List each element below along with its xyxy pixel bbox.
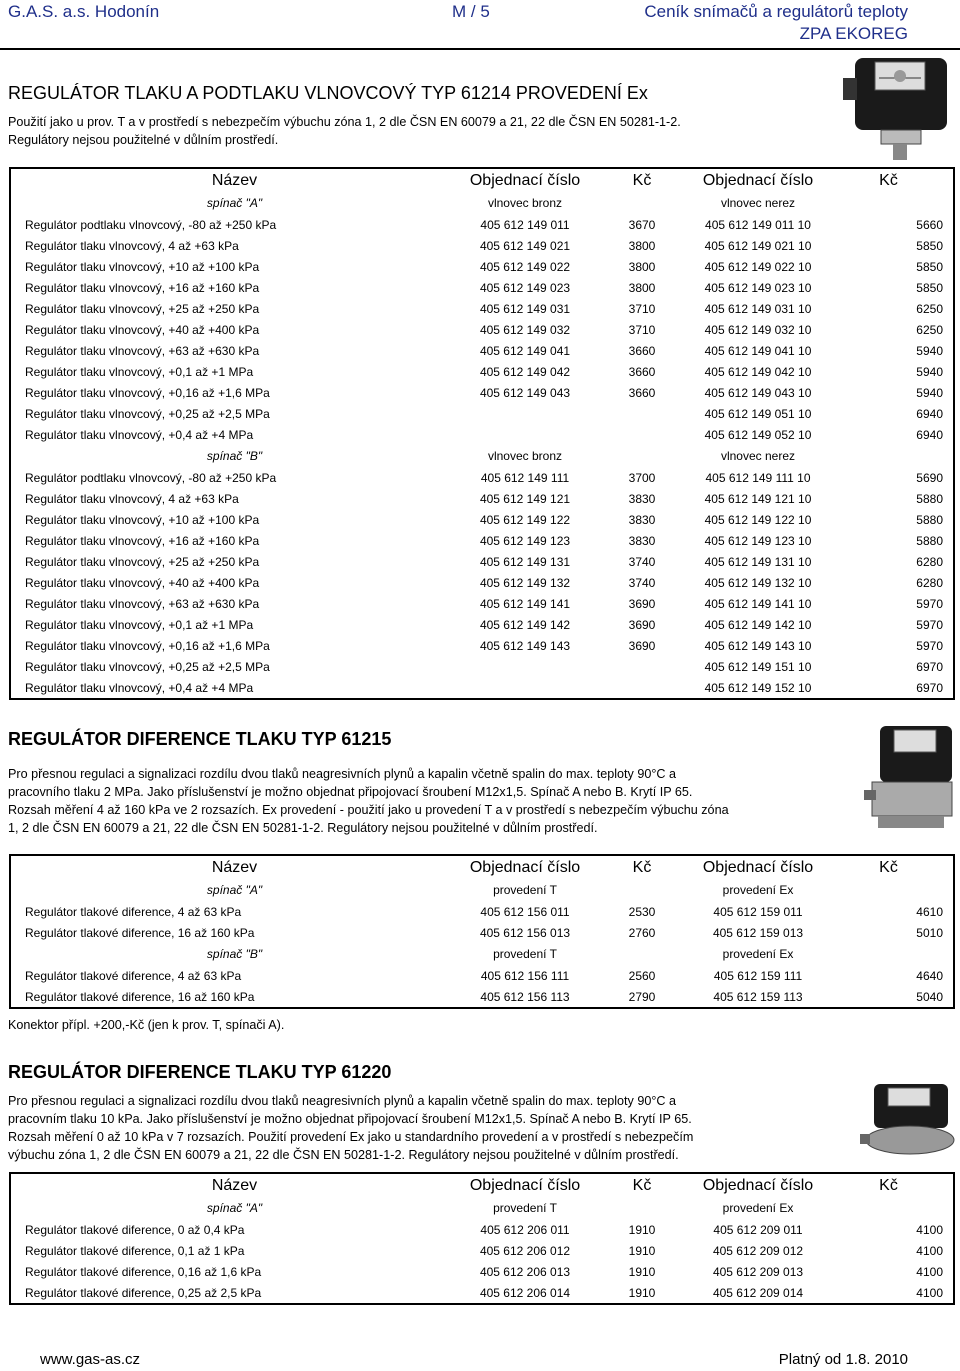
product-name: Regulátor tlaku vlnovcový, +16 až +160 kPa [25,280,260,295]
price [592,403,692,424]
price: 1910 [628,1264,656,1279]
order-number-2: 405 612 149 141 10 [704,596,812,611]
order-number: 405 612 206 011 [480,1222,570,1237]
product-name: Regulátor tlaku vlnovcový, +16 až +160 kPa [25,533,260,548]
variant-label: provedení T [493,883,557,897]
table-header-row [10,1173,954,1197]
table-row [10,361,954,382]
price-2: 5940 [916,343,943,358]
price: 3830 [628,512,656,527]
order-number [458,424,592,445]
product-name: Regulátor tlakové diference, 0,16 až 1,6 kPa [25,1264,262,1279]
section2-text-3: Rozsah měření 4 až 160 kPa ve 2 rozsazích. Ex provedení - použití jako u provedení T a v prostředí s nebezpečím výbuchu zóna [8,803,729,817]
price-2: 5850 [916,259,943,274]
price-2: 6940 [916,406,943,421]
table-row [10,298,954,319]
price-2: 5010 [916,925,943,940]
price: 2790 [628,989,656,1004]
order-number-2: 405 612 149 131 10 [704,554,812,569]
order-number-2: 405 612 149 143 10 [704,638,812,653]
price-2: 6280 [916,554,943,569]
price [592,656,692,677]
price-2: 5880 [916,491,943,506]
order-number [458,656,592,677]
col-header-order-number-2: Objednací číslo [702,858,814,876]
product-name: Regulátor tlaku vlnovcový, +40 až +400 kPa [25,575,260,590]
price: 3710 [628,301,656,316]
price: 1910 [628,1285,656,1300]
product-name: Regulátor podtlaku vlnovcový, -80 až +250 kPa [25,217,277,232]
order-number-2: 405 612 149 051 10 [704,406,812,421]
switch-label: spínač "B" [206,947,263,961]
price-2: 5880 [916,512,943,527]
switch-label: spínač "A" [206,1201,263,1215]
empty-cell [824,1197,954,1219]
product-name: Regulátor tlaku vlnovcový, +0,1 až +1 MPa [25,364,254,379]
order-number: 405 612 149 021 [479,238,571,253]
col-header-order-number: Objednací číslo [469,171,581,189]
section3-text-2: pracovním tlaku 10 kPa. Jako příslušenství je možno objednat připojovací šroubení M12x1,5. Spínač A nebo B. Krytí IP 65. [8,1112,692,1126]
variant-label-2: provedení Ex [722,883,794,897]
table-row [10,488,954,509]
price-2: 5880 [916,533,943,548]
footer-website[interactable]: www.gas-as.cz [40,1351,141,1368]
order-number: 405 612 149 043 [479,385,571,400]
header-rule [0,48,960,50]
order-number [458,677,592,699]
order-number: 405 612 206 013 [479,1264,571,1279]
product-name: Regulátor tlakové diference, 4 až 63 kPa [25,904,242,919]
price: 3830 [628,491,656,506]
col-header-price-2: Kč [879,1176,898,1194]
variant-label: vlnovec bronz [487,196,563,210]
section3-text-3: Rozsah měření 0 až 10 kPa v 7 rozsazích. Použití provedení Ex jako u standardního provedení a v prostředí s nebezpečím [8,1130,694,1144]
price: 3800 [628,259,656,274]
section3-text-4: výbuchu zóna 1, 2 dle ČSN EN 60079 a 21, 22 dle ČSN EN 50281-1-2. Regulátory nejsou použitelné v důlním prostředí. [8,1148,679,1162]
table-row [10,277,954,298]
price: 3690 [628,617,656,632]
table-row [10,214,954,235]
product-name: Regulátor tlaku vlnovcový, +0,16 až +1,6 MPa [25,385,270,400]
order-number-2: 405 612 149 122 10 [704,512,812,527]
section2-text-1: Pro přesnou regulaci a signalizaci rozdílu dvou tlaků neagresivních plynů a kapalin včetně spalin do max. teploty 90°C a [8,767,676,781]
product-name: Regulátor tlaku vlnovcový, 4 až +63 kPa [25,491,239,506]
switch-group-row [10,1197,954,1219]
price: 3800 [628,238,656,253]
order-number-2: 405 612 159 011 [713,904,803,919]
price-2: 4100 [916,1285,943,1300]
variant-label-2: vlnovec nerez [720,449,796,463]
price-2: 5940 [916,385,943,400]
order-number-2: 405 612 149 042 10 [704,364,812,379]
table-row [10,340,954,361]
product-name: Regulátor tlakové diference, 4 až 63 kPa [25,968,242,983]
switch-label: spínač "B" [206,449,263,463]
product-name: Regulátor tlaku vlnovcový, +0,1 až +1 MPa [25,617,254,632]
order-number-2: 405 612 149 021 10 [704,238,812,253]
variant-label: provedení T [493,947,557,961]
price-table-61215 [9,854,955,1009]
price: 3690 [628,596,656,611]
price-2: 5970 [916,596,943,611]
order-number: 405 612 149 041 [479,343,571,358]
price: 3660 [628,364,656,379]
table-row [10,403,954,424]
product-name: Regulátor podtlaku vlnovcový, -80 až +250 kPa [25,470,277,485]
product-name: Regulátor tlakové diference, 0 až 0,4 kPa [25,1222,245,1237]
product-name: Regulátor tlakové diference, 16 až 160 kPa [25,989,255,1004]
variant-label: provedení T [493,1201,557,1215]
order-number-2: 405 612 149 022 10 [704,259,812,274]
variant-label: vlnovec bronz [487,449,563,463]
table-row [10,382,954,403]
price: 3660 [628,385,656,400]
table-row [10,551,954,572]
product-name: Regulátor tlaku vlnovcový, +25 až +250 kPa [25,554,260,569]
order-number-2: 405 612 209 013 [712,1264,804,1279]
table-row [10,901,954,922]
table-header-row [10,855,954,879]
pressure-regulator-image [835,48,955,166]
table-row [10,235,954,256]
table-row [10,424,954,445]
order-number-2: 405 612 159 113 [713,989,803,1004]
price: 3710 [628,322,656,337]
empty-cell [824,943,954,965]
catalog-title: Ceník snímačů a regulátorů teploty [644,2,908,21]
section2-text-2: pracovního tlaku 2 MPa. Jako příslušenství je možno objednat připojovací šroubení M12x1,5. Spínač A nebo B. Krytí IP 65. [8,785,693,799]
col-header-name: Název [211,171,258,189]
table-row [10,319,954,340]
col-header-price: Kč [632,171,652,189]
price: 3690 [628,638,656,653]
table-row [10,635,954,656]
price-2: 5970 [916,638,943,653]
section1-text-2: Regulátory nejsou použitelné v důlním prostředí. [8,133,279,147]
empty-cell [592,879,692,901]
product-name: Regulátor tlakové diference, 16 až 160 kPa [25,925,255,940]
order-number [458,403,592,424]
switch-group-row [10,445,954,467]
price-2: 6970 [916,659,943,674]
table-row [10,1261,954,1282]
order-number: 405 612 149 143 [479,638,571,653]
product-name: Regulátor tlakové diference, 0,25 až 2,5 kPa [25,1285,262,1300]
order-number: 405 612 149 011 [480,217,570,232]
price [592,424,692,445]
order-number-2: 405 612 149 043 10 [704,385,812,400]
price-2: 4100 [916,1222,943,1237]
price: 3660 [628,343,656,358]
order-number-2: 405 612 149 023 10 [704,280,812,295]
table-row [10,530,954,551]
product-name: Regulátor tlaku vlnovcový, +10 až +100 kPa [25,512,260,527]
price-2: 5040 [916,989,943,1004]
price-2: 6970 [916,680,943,695]
table-row [10,593,954,614]
product-name: Regulátor tlaku vlnovcový, +63 až +630 kPa [25,343,260,358]
table-row [10,986,954,1008]
col-header-order-number: Objednací číslo [469,858,581,876]
col-header-name: Název [211,858,258,876]
section2-text-4: 1, 2 dle ČSN EN 60079 a 21, 22 dle ČSN EN 50281-1-2. Regulátory nejsou použitelné v důlním prostředí. [8,821,598,835]
table-row [10,256,954,277]
order-number-2: 405 612 209 011 [713,1222,803,1237]
col-header-order-number-2: Objednací číslo [702,1176,814,1194]
switch-label: spínač "A" [206,883,263,897]
col-header-price-2: Kč [879,171,898,189]
product-name: Regulátor tlaku vlnovcový, +10 až +100 kPa [25,259,260,274]
order-number-2: 405 612 149 041 10 [704,343,812,358]
empty-cell [824,192,954,214]
order-number: 405 612 149 031 [479,301,571,316]
price-2: 5940 [916,364,943,379]
catalog-subtitle: ZPA EKOREG [799,24,908,43]
col-header-name: Název [211,1176,258,1194]
col-header-order-number: Objednací číslo [469,1176,581,1194]
price: 2530 [628,904,656,919]
empty-cell [824,879,954,901]
table-header-row [10,168,954,192]
table-row [10,1219,954,1240]
empty-cell [592,943,692,965]
col-header-price: Kč [632,858,652,876]
order-number-2: 405 612 149 031 10 [704,301,812,316]
switch-group-row [10,879,954,901]
order-number-2: 405 612 159 111 [713,968,803,983]
price: 3830 [628,533,656,548]
section3-text-1: Pro přesnou regulaci a signalizaci rozdílu dvou tlaků neagresivních plynů a kapalin včetně spalin do max. teploty 90°C a [8,1094,676,1108]
product-name: Regulátor tlaku vlnovcový, +63 až +630 kPa [25,596,260,611]
order-number: 405 612 149 023 [479,280,571,295]
price: 2560 [628,968,656,983]
table-row [10,1282,954,1304]
order-number-2: 405 612 209 014 [712,1285,804,1300]
product-name: Regulátor tlaku vlnovcový, +0,4 až +4 MPa [25,427,254,442]
variant-label-2: provedení Ex [722,1201,794,1215]
empty-cell [824,445,954,467]
col-header-price-2: Kč [879,858,898,876]
order-number: 405 612 206 012 [479,1243,571,1258]
company-name: G.A.S. a.s. Hodonín [8,2,160,21]
order-number: 405 612 149 123 [479,533,571,548]
empty-cell [592,1197,692,1219]
footer-validity: Platný od 1.8. 2010 [778,1351,908,1368]
differential-regulator-image [862,720,956,838]
price-2: 4610 [916,904,943,919]
switch-label: spínač "A" [206,196,263,210]
switch-group-row [10,192,954,214]
order-number-2: 405 612 149 142 10 [704,617,812,632]
variant-label-2: vlnovec nerez [720,196,796,210]
price: 1910 [628,1243,656,1258]
section2-title: REGULÁTOR DIFERENCE TLAKU TYP 61215 [8,729,392,749]
order-number-2: 405 612 159 013 [712,925,804,940]
order-number: 405 612 149 111 [480,470,570,485]
order-number-2: 405 612 149 123 10 [704,533,812,548]
connector-note: Konektor přípl. +200,-Kč (jen k prov. T, spínači A). [8,1018,285,1032]
price-2: 6280 [916,575,943,590]
col-header-price: Kč [632,1176,652,1194]
section1-title: REGULÁTOR TLAKU A PODTLAKU VLNOVCOVÝ TYP 61214 PROVEDENÍ Ex [8,83,648,103]
table-row [10,677,954,699]
price-2: 4100 [916,1264,943,1279]
product-name: Regulátor tlaku vlnovcový, +0,4 až +4 MPa [25,680,254,695]
col-header-order-number-2: Objednací číslo [702,171,814,189]
table-row [10,467,954,488]
price-2: 5850 [916,238,943,253]
product-name: Regulátor tlaku vlnovcový, +0,25 až +2,5 MPa [25,659,270,674]
order-number-2: 405 612 149 052 10 [704,427,812,442]
price-table-61214 [9,167,955,700]
table-row [10,614,954,635]
table-row [10,922,954,943]
page-number: M / 5 [452,2,490,21]
section1-text-1: Použití jako u prov. T a v prostředí s nebezpečím výbuchu zóna 1, 2 dle ČSN EN 60079 a 21, 22 dle ČSN EN 50281-1-2. [8,115,681,129]
product-name: Regulátor tlaku vlnovcový, +0,25 až +2,5 MPa [25,406,270,421]
order-number: 405 612 149 141 [479,596,571,611]
price-2: 6940 [916,427,943,442]
order-number: 405 612 149 032 [479,322,571,337]
order-number: 405 612 156 011 [480,904,570,919]
order-number: 405 612 149 131 [479,554,571,569]
price [592,677,692,699]
table-row [10,572,954,593]
product-name: Regulátor tlaku vlnovcový, +0,16 až +1,6 MPa [25,638,270,653]
price: 2760 [628,925,656,940]
price-2: 6250 [916,301,943,316]
price: 3700 [628,470,656,485]
table-row [10,965,954,986]
price: 3800 [628,280,656,295]
order-number: 405 612 149 022 [479,259,571,274]
price-2: 5850 [916,280,943,295]
order-number: 405 612 156 111 [480,968,570,983]
differential-regulator-small-image [856,1078,956,1166]
order-number: 405 612 149 142 [479,617,571,632]
order-number-2: 405 612 149 152 10 [704,680,812,695]
price: 3740 [628,554,656,569]
price: 1910 [628,1222,656,1237]
order-number: 405 612 156 113 [480,989,570,1004]
order-number-2: 405 612 149 151 10 [704,659,812,674]
table-row [10,656,954,677]
price-2: 4100 [916,1243,943,1258]
variant-label-2: provedení Ex [722,947,794,961]
price-2: 5660 [916,217,943,232]
price-2: 6250 [916,322,943,337]
product-name: Regulátor tlaku vlnovcový, +40 až +400 kPa [25,322,260,337]
order-number-2: 405 612 149 032 10 [704,322,812,337]
product-name: Regulátor tlaku vlnovcový, 4 až +63 kPa [25,238,239,253]
order-number-2: 405 612 149 132 10 [704,575,812,590]
empty-cell [592,445,692,467]
order-number-2: 405 612 149 121 10 [704,491,812,506]
order-number: 405 612 156 013 [479,925,571,940]
switch-group-row [10,943,954,965]
order-number: 405 612 149 122 [479,512,571,527]
order-number: 405 612 206 014 [479,1285,571,1300]
order-number-2: 405 612 149 111 10 [705,470,811,485]
price-2: 4640 [916,968,943,983]
price: 3740 [628,575,656,590]
price: 3670 [628,217,656,232]
section3-title: REGULÁTOR DIFERENCE TLAKU TYP 61220 [8,1062,392,1082]
table-row [10,509,954,530]
price-2: 5690 [916,470,943,485]
order-number: 405 612 149 132 [479,575,571,590]
empty-cell [592,192,692,214]
product-name: Regulátor tlakové diference, 0,1 až 1 kPa [25,1243,245,1258]
price-2: 5970 [916,617,943,632]
order-number-2: 405 612 209 012 [712,1243,804,1258]
table-row [10,1240,954,1261]
order-number-2: 405 612 149 011 10 [705,217,811,232]
price-table-61220 [9,1172,955,1305]
order-number: 405 612 149 042 [479,364,571,379]
product-name: Regulátor tlaku vlnovcový, +25 až +250 kPa [25,301,260,316]
order-number: 405 612 149 121 [479,491,571,506]
